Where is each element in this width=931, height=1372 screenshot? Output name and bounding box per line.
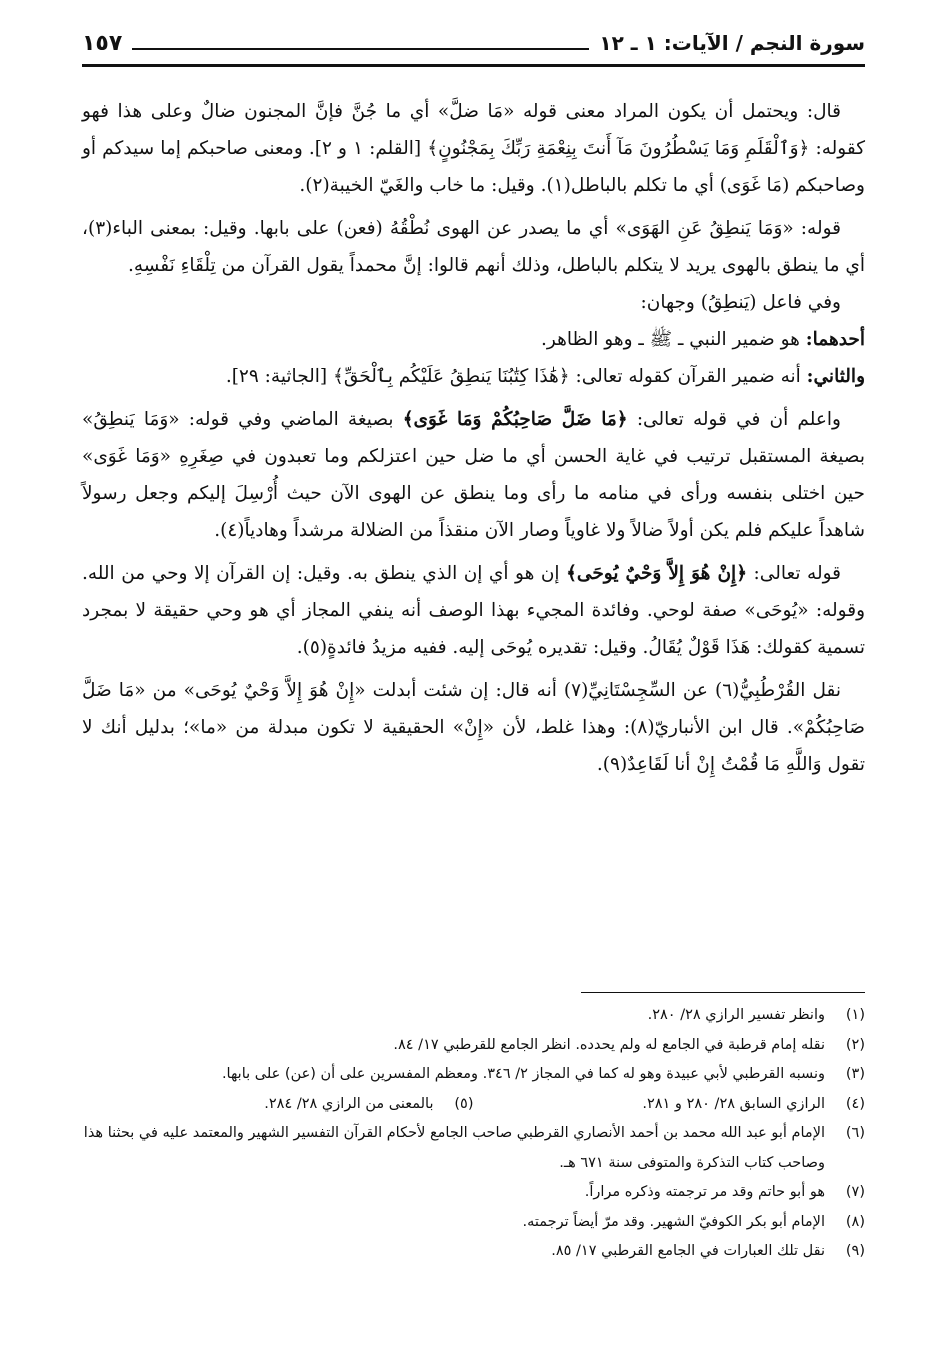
- p7-intro: قوله تعالى:: [753, 563, 841, 584]
- p6-quran-verse: ﴿مَا ضَلَّ صَاحِبُكُمْ وَمَا غَوَى﴾: [402, 409, 628, 430]
- paragraph-2: قوله: «وَمَا يَنطِقُ عَنِ الهَوَى» أي ما يصدر عن الهوى نُطْقُهُ (فعن) على بابها. وقيل: بمعنى الباء(٣)، أي ما ينطق بالهوى يريد لا يتكلم بالباطل، وذلك أنهم قالوا: إنَّ محمداً يقول القرآن من تِلْقَاءِ نَفْسِهِ.: [82, 218, 865, 276]
- paragraph-5: [82, 358, 865, 395]
- main-text: [82, 93, 865, 783]
- footnote-number: (٧): [845, 1184, 865, 1200]
- footnote-number: (٦): [845, 1125, 865, 1141]
- p7-rest: إن هو أي إن الذي ينطق به. وقيل: إن القرآن إلا وحي من الله. وقوله: «يُوحَى» صفة لوحي. وفائدة المجيء بهذا الوصف أنه ينفي المجاز أي هو وحي حقيقة لا بمجرد تسمية كقولك: هَذَا قَوْلٌ يُقَالُ. وقيل: تقديره يُوحَى إليه. ففيه مزيدُ فائدةٍ(٥).: [82, 563, 865, 658]
- p6-intro: واعلم أن في قوله تعالى:: [636, 409, 841, 430]
- footnote-number: (٩): [845, 1243, 865, 1259]
- page-number: ١٥٧: [82, 30, 123, 56]
- p7-quran-verse: ﴿إِنْ هُوَ إِلاَّ وَحْيٌ يُوحَى﴾: [566, 563, 748, 584]
- footnote: [82, 1060, 865, 1090]
- footnote: [82, 1178, 865, 1208]
- paragraph-4: [82, 321, 865, 358]
- footnote-text: نقل تلك العبارات في الجامع القرطبي ١٧/ ٨٥.: [551, 1243, 825, 1259]
- footnote-number: (٤): [845, 1095, 865, 1112]
- footnote-text: بالمعنى من الرازي ٢٨/ ٢٨٤.: [264, 1095, 434, 1112]
- footnote: [474, 1090, 866, 1120]
- footnote: [82, 1208, 865, 1238]
- p6-rest: بصيغة الماضي وفي قوله: «وَمَا يَنطِقُ» بصيغة المستقبل ترتيب في غاية الحسن أي ما ضل حين اعتزلكم وما تعبدون في صِغَرِهِ «وَمَا غَوَى» حين اختلى بنفسه ورأى في منامه ما رأى وما ينطق عن الهوى الآن حيث أُرْسِلَ إليكم وجعل رسولاً شاهداً عليكم فلم يكن أولاً ضالاً ولا غاوياً وصار الآن منقذاً من الضلالة مرشداً وهادياً(٤).: [82, 409, 865, 541]
- footnote-text: الإمام أبو عبد الله محمد بن أحمد الأنصاري القرطبي صاحب الجامع لأحكام القرآن التفسير الشهير والمعتمد عليه في بحثنا هذا وصاحب كتاب التذكرة والمتوفى سنة ٦٧١ هـ.: [83, 1125, 825, 1171]
- footnote-row-4-5: [82, 1090, 865, 1120]
- footnote-number: (٢): [845, 1036, 865, 1053]
- footnote-number: (١): [845, 1007, 865, 1023]
- footnote-text: الإمام أبو بكر الكوفيّ الشهير. وقد مرّ أيضاً ترجمته.: [522, 1213, 825, 1230]
- first-aspect-text: هو ضمير النبي ـ ﷺ ـ وهو الظاهر.: [540, 329, 800, 350]
- footnote-text: الرازي السابق ٢٨/ ٢٨٠ و ٢٨١.: [642, 1095, 825, 1112]
- footnote-text: ونسبه القرطبي لأبي عبيدة وهو له كما في المجاز ٢/ ٣٤٦. ومعظم المفسرين على أن (عن) على بابها.: [221, 1066, 825, 1082]
- footnote-text: هو أبو حاتم وقد مر ترجمته وذكره مراراً.: [584, 1184, 825, 1200]
- footnote: [82, 1119, 865, 1178]
- footnotes: [82, 1001, 865, 1267]
- footnote-text: نقله إمام قرطبة في الجامع له ولم يحدده. انظر الجامع للقرطبي ١٧/ ٨٤.: [393, 1036, 825, 1053]
- footnote: [82, 1237, 865, 1267]
- footnote: [82, 1090, 474, 1120]
- header-dash-line: [132, 48, 589, 50]
- paragraph-1: قال: ويحتمل أن يكون المراد معنى قوله «مَا ضلَّ» أي ما جُنَّ فإنَّ المجنون ضالٌ وعلى هذا فهو كقوله: ﴿وَٱلْقَلَمِ وَمَا يَسْطُرُونَ مَآ أَنتَ بِنِعْمَةِ رَبِّكَ بِمَجْنُونٍ﴾ [القلم: ١ و ٢]. ومعنى صاحبكم إما سيدكم أو وصاحبكم (مَا غَوَى) أي ما تكلم بالباطل(١). وقيل: ما خاب والغَيّ الخيبة(٢).: [82, 101, 866, 196]
- paragraph-3: وفي فاعل (يَنطِقُ) وجهان:: [640, 292, 841, 313]
- footnote: [82, 1001, 865, 1031]
- second-aspect-label: والثاني:: [806, 366, 865, 387]
- paragraph-8: نقل القُرْطُبِيُّ(٦) عن السِّجِسْتَانِيِّ(٧) أنه قال: إن شئت أبدلت «إِنْ هُوَ إِلاَّ وَحْيٌ يُوحَى» من «مَا ضَلَّ صَاحِبُكُمْ». قال ابن الأنباريّ(٨): وهذا غلط، لأن «إِنْ» الحقيقية لا تكون مبدلة من «ما»؛ بدليل أنك لا تقول وَاللَّهِ مَا قُمْتُ إِنْ أنا لَقَاعِدٌ(٩).: [82, 680, 865, 775]
- footnote-number: (٨): [845, 1213, 865, 1230]
- header-rule: [82, 64, 865, 67]
- footnote-text: وانظر تفسير الرازي ٢٨/ ٢٨٠.: [647, 1007, 825, 1023]
- running-header: [82, 25, 865, 61]
- footnote: [82, 1031, 865, 1061]
- paragraph-6: [82, 401, 865, 549]
- first-aspect-label: أحدهما:: [805, 329, 865, 350]
- paragraph-7: [82, 555, 865, 666]
- footnote-number: (٥): [454, 1095, 474, 1112]
- second-aspect-text: أنه ضمير القرآن كقوله تعالى: ﴿هَٰذَا كِتَٰبُنَا يَنطِقُ عَلَيْكُم بِٱلْحَقِّ﴾ [الجاثية: ٢٩].: [225, 366, 801, 387]
- footnote-separator: [581, 992, 865, 993]
- running-title: سورة النجم / الآيات: ١ ـ ١٢: [599, 31, 865, 55]
- footnote-number: (٣): [845, 1066, 865, 1082]
